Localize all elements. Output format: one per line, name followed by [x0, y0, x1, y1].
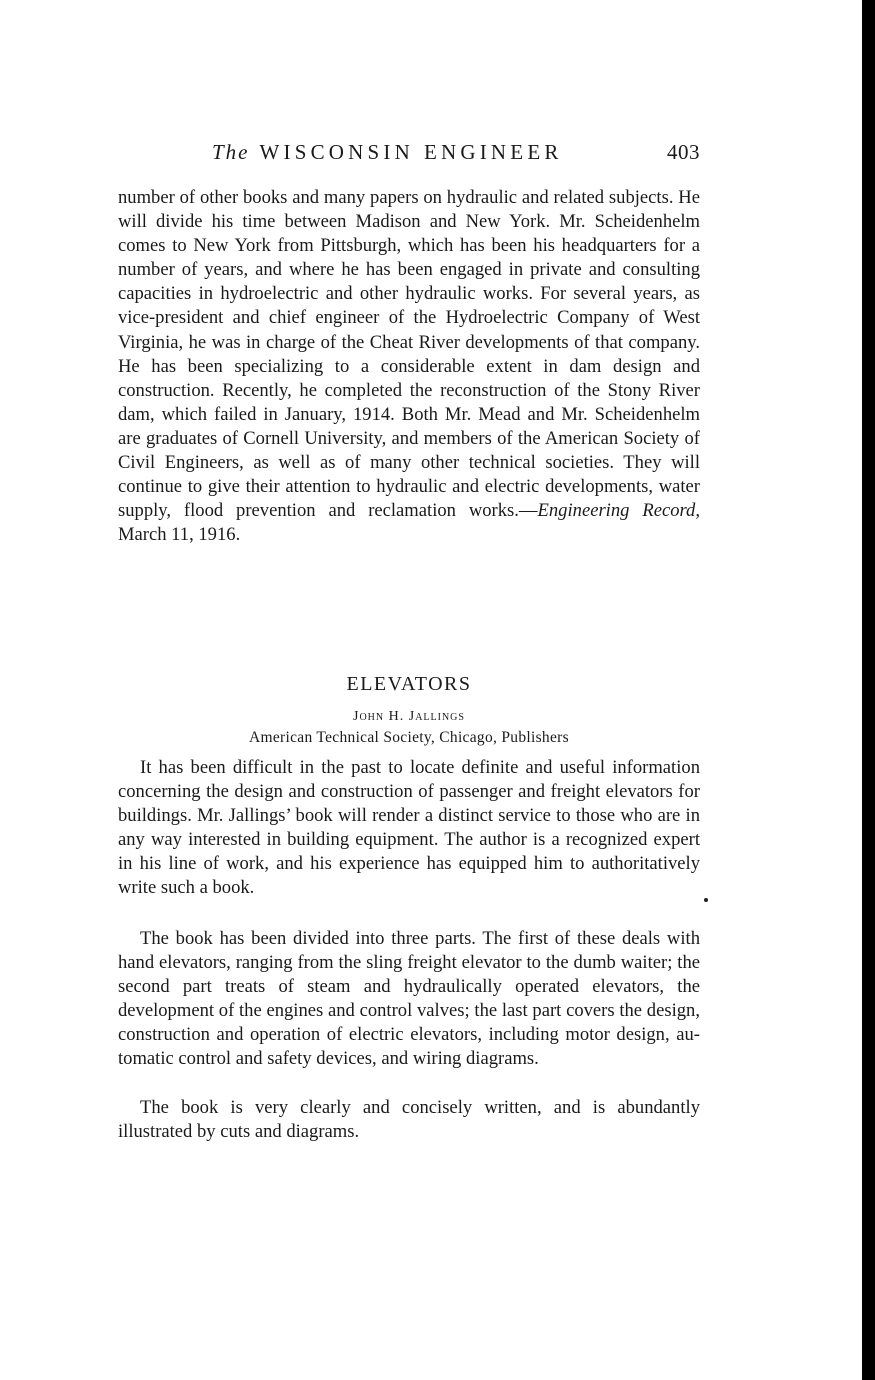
journal-title-the: The [212, 140, 250, 164]
review-paragraph-3: The book is very clearly and concisely written, and is abundantly illustrated by cuts and diagrams. [118, 1097, 700, 1143]
continued-article-paragraph [118, 186, 700, 547]
review-paragraph-1: It has been difficult in the past to locate definite and useful information concerning the design and construction of passenger and freight elevators for buildings. Mr. Jallings’ book will render a distinct service to those who are in any way interested in building equipment. The author is a recognized expert in his line of work, and his experience has equipped him to authoritatively write such a book. [118, 757, 700, 899]
review-title: ELEVATORS [346, 673, 472, 695]
source-title: Engineering Record, [537, 500, 700, 522]
journal-title-engineer: ENGINEER [423, 140, 563, 164]
page-number: 403 [667, 140, 700, 164]
review-publisher: American Technical Society, Chicago, Publishers [249, 729, 569, 746]
journal-title [212, 140, 563, 165]
continued-article-text: number of other books and many papers on hydraulic and related subjects. He will divide his time between Madison and New York. Mr. Scheidenhelm comes to New York from Pittsburgh, which has been his headquarters for a number of years, and where he has been engaged in private and consulting capacities in hydroelectric and other hydraulic works. For several years, as vice-president and chief engineer of the Hydroelectric Company of West Virginia, he was in charge of the Cheat River developments of that company. He has been specializing to a considerable extent in dam design and construction. Recently, he completed the reconstruction of the Stony River dam, which failed in January, 1914. Both Mr. Mead and Mr. Scheidenhelm are graduates of Cornell University, and members of the American Society of Civil Engineers, as well as of many other technical societies. They will continue to give their attention to hydraulic and electric developments, water supply, flood prevention and reclamation works.— [118, 187, 700, 522]
review-paragraph-2: The book has been divided into three parts. The first of these deals with hand elevators, ranging from the sling freight elevator to the dumb waiter; the second part treats of steam and hydraulically operated elevators, the development of the engines and control valves; the last part covers the design, construction and operation of electric elevators, including motor design, automatic control and safety devices, and wiring diagrams. [118, 928, 700, 1070]
journal-title-wisconsin: WISCONSIN [259, 140, 414, 164]
ink-speck [704, 898, 708, 902]
review-author: John H. Jallings [353, 709, 465, 724]
source-date: March 11, 1916. [118, 524, 241, 546]
running-header [118, 140, 700, 170]
